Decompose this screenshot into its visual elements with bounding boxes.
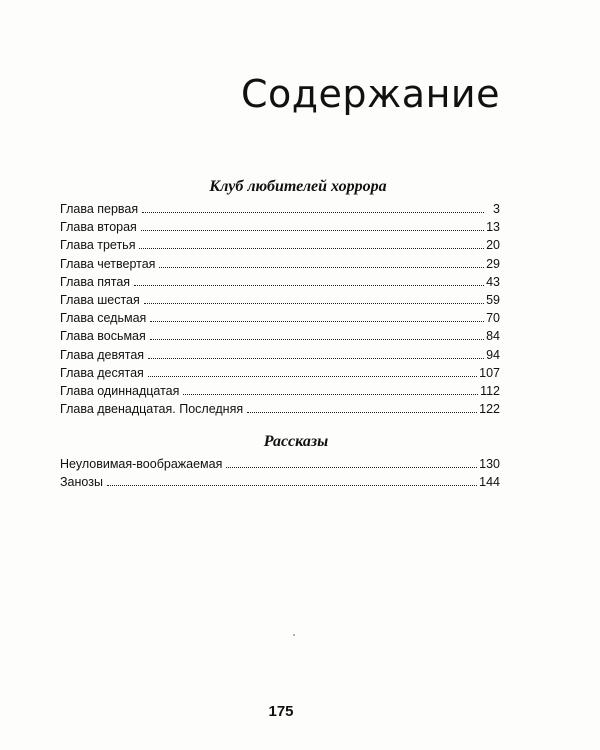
- toc-entry-label: Глава одиннадцатая: [60, 383, 180, 398]
- toc-entry-label: Глава восьмая: [60, 329, 146, 344]
- toc-entry: [60, 382, 500, 400]
- toc-entry: [60, 309, 500, 327]
- toc-entry: [60, 327, 500, 345]
- toc-entry-label: Занозы: [60, 475, 103, 490]
- toc-dot-leader: [183, 394, 478, 395]
- toc-entry-page: 20: [486, 238, 500, 253]
- toc-entry: [60, 255, 500, 273]
- toc-entry-page: 107: [479, 365, 500, 380]
- toc-list-club: [60, 200, 500, 418]
- toc-entry: [60, 218, 500, 236]
- toc-entry-page: 29: [486, 256, 500, 271]
- toc-entry-label: Глава первая: [60, 202, 139, 216]
- toc-entry-label: Глава шестая: [60, 292, 140, 307]
- toc-dot-leader: [141, 230, 484, 231]
- toc-dot-leader: [150, 339, 484, 340]
- page-title: Содержание: [241, 72, 500, 116]
- toc-entry: [60, 200, 500, 218]
- toc-dot-leader: [148, 376, 477, 377]
- toc-entry-page: 13: [486, 220, 500, 235]
- toc-entry-label: Глава двенадцатая. Последняя: [60, 402, 244, 417]
- toc-dot-leader: [139, 248, 484, 249]
- section-heading-club: Клуб любителей хоррора: [209, 178, 387, 195]
- toc-entry-page: 144: [479, 475, 500, 490]
- toc-entry-label: Глава седьмая: [60, 311, 147, 326]
- toc-entry-page: 84: [486, 329, 500, 344]
- toc-dot-leader: [134, 285, 484, 286]
- toc-entry: [60, 291, 500, 309]
- toc-dot-leader: [107, 485, 477, 486]
- toc-entry: [60, 236, 500, 254]
- toc-entry: [60, 273, 500, 291]
- page-number: 175: [268, 703, 294, 720]
- toc-entry: [60, 400, 500, 418]
- toc-entry: [60, 346, 500, 364]
- section-heading-stories: Рассказы: [263, 433, 329, 450]
- paper-speck: [293, 634, 295, 636]
- toc-entry-label: Глава десятая: [60, 365, 144, 380]
- toc-entry-page: 70: [486, 311, 500, 326]
- toc-dot-leader: [159, 267, 484, 268]
- toc-entry-page: 112: [480, 383, 500, 398]
- toc-entry-label: Глава четвертая: [60, 256, 156, 271]
- toc-entry-label: Неуловимая-воображаемая: [60, 457, 223, 471]
- toc-entry-page: 59: [486, 292, 500, 307]
- toc-entry: [60, 364, 500, 382]
- toc-dot-leader: [247, 412, 477, 413]
- toc-entry: [60, 473, 500, 491]
- toc-entry-label: Глава пятая: [60, 274, 131, 289]
- toc-entry-page: 3: [493, 202, 500, 216]
- toc-entry: [60, 455, 500, 473]
- toc-entry-page: 94: [486, 347, 500, 362]
- toc-entry-label: Глава девятая: [60, 347, 145, 362]
- toc-entry-label: Глава третья: [60, 238, 136, 253]
- toc-dot-leader: [148, 358, 484, 359]
- toc-dot-leader: [142, 212, 484, 213]
- toc-dot-leader: [226, 467, 477, 468]
- toc-dot-leader: [144, 303, 484, 304]
- toc-list-stories: [60, 455, 500, 491]
- toc-entry-page: 122: [479, 402, 500, 417]
- toc-entry-page: 43: [486, 274, 500, 289]
- toc-dot-leader: [150, 321, 484, 322]
- toc-entry-page: 130: [479, 457, 500, 471]
- toc-entry-label: Глава вторая: [60, 220, 137, 235]
